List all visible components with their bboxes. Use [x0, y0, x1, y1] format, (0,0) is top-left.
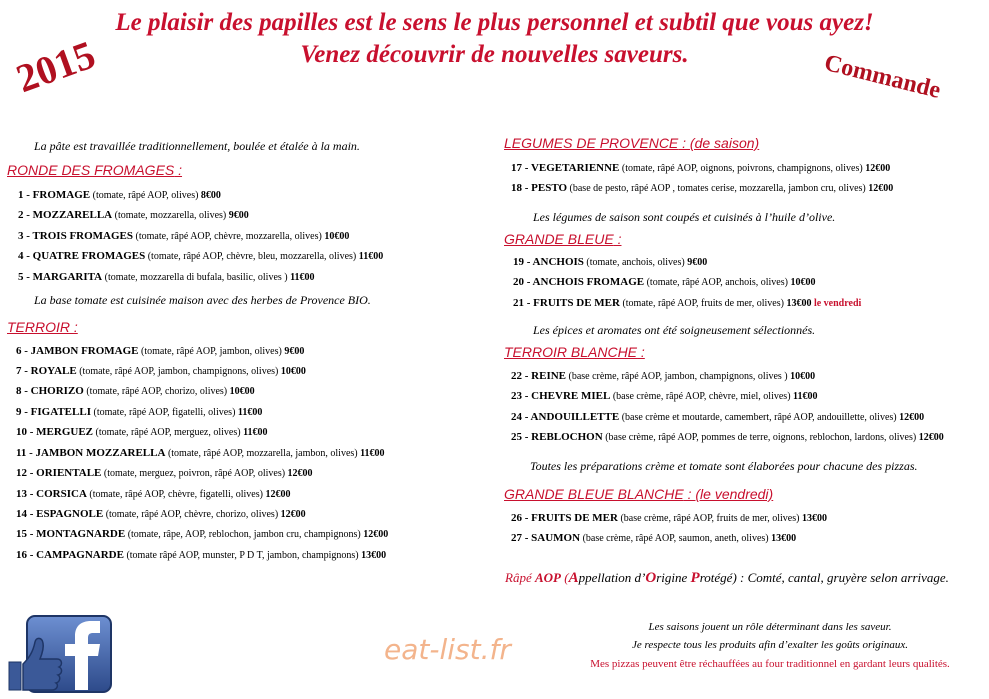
item-name: 2 - MOZZARELLA	[18, 209, 113, 221]
note-epices: Les épices et aromates ont été soigneusement sélectionnés.	[533, 323, 816, 337]
item-name: 21 - FRUITS DE MER	[513, 297, 620, 309]
aop-letter-p: P	[690, 570, 700, 586]
item-desc: (tomate, râpé AOP, fruits de mer, olives)	[619, 298, 787, 309]
menu-item	[511, 370, 815, 382]
menu-item	[511, 532, 796, 544]
menu-item	[511, 162, 890, 174]
menu-item	[513, 276, 815, 288]
item-price: 12€00	[868, 183, 894, 194]
section-suffix: : (le vendredi)	[683, 486, 774, 502]
item-desc: (tomate, râpé AOP, chèvre, chorizo, olives)	[103, 509, 281, 520]
item-price: 11€00	[793, 391, 818, 402]
commande-stamp: Commande	[821, 50, 944, 104]
item-name: 17 - VEGETARIENNE	[511, 162, 620, 174]
item-price: 13€00	[786, 298, 812, 309]
note-tomate: La base tomate est cuisinée maison avec des herbes de Provence BIO.	[34, 293, 371, 307]
aop-ppellation: ppellation d’	[578, 570, 646, 585]
menu-item	[511, 390, 817, 402]
section-title: TERROIR BLANCHE	[504, 344, 638, 360]
item-desc: (base de pesto, râpé AOP , tomates cerise, mozzarella, jambon cru, olives)	[567, 183, 869, 194]
item-price: 10€00	[229, 386, 255, 397]
section-terroir	[7, 319, 78, 335]
section-suffix: :	[637, 344, 645, 360]
item-desc: (base crème, râpé AOP, jambon, champignons, olives )	[566, 371, 791, 382]
item-name: 16 - CAMPAGNARDE	[16, 549, 124, 561]
item-desc: (tomate, râpé AOP, olives)	[90, 190, 201, 201]
section-title: TERROIR	[7, 319, 70, 335]
aop-letter-a: A	[568, 570, 579, 586]
item-name: 10 - MERGUEZ	[16, 426, 93, 438]
item-desc: (tomate, anchois, olives)	[583, 257, 688, 268]
item-name: 20 - ANCHOIS FROMAGE	[513, 276, 645, 288]
section-terroir-blanche	[504, 344, 645, 360]
item-price: 11€00	[360, 448, 385, 459]
item-desc: (tomate, râpé AOP, chèvre, bleu, mozzarella, olives)	[145, 251, 359, 262]
item-price: 10€00	[790, 371, 816, 382]
aop-lead: Râpé	[505, 570, 535, 585]
item-price: 11€00	[237, 407, 263, 418]
item-price: 9€00	[687, 257, 708, 268]
aop-explanation	[505, 570, 949, 587]
item-desc: (base crème, râpé AOP, pommes de terre, oignons, reblochon, lardons, olives)	[602, 432, 919, 443]
item-desc: (tomate, mozzarella di bufala, basilic, olives )	[102, 272, 291, 283]
footer-line-1: Les saisons jouent un rôle déterminant dans les saveur.	[648, 621, 892, 633]
item-name: 4 - QUATRE FROMAGES	[18, 250, 146, 262]
menu-item	[16, 508, 306, 520]
menu-item	[513, 256, 707, 268]
item-name: 26 - FRUITS DE MER	[511, 512, 618, 524]
section-suffix: :	[613, 231, 622, 247]
item-name: 23 - CHEVRE MIEL	[511, 390, 611, 402]
section-suffix: :	[70, 319, 78, 335]
item-price: 13€00	[771, 533, 797, 544]
item-price: 12€00	[265, 489, 291, 500]
item-desc: (base crème, râpé AOP, chèvre, miel, olives)	[610, 391, 794, 402]
menu-item	[16, 549, 386, 561]
item-price: 8€00	[200, 190, 221, 201]
item-name: 22 - REINE	[511, 370, 567, 382]
menu-item	[511, 431, 944, 443]
section-suffix: : (de saison)	[678, 135, 760, 151]
item-extra: le vendredi	[811, 298, 862, 309]
item-name: 9 - FIGATELLI	[16, 406, 91, 418]
item-desc: (tomate, râpé AOP, merguez, olives)	[93, 427, 244, 438]
item-desc: (tomate, râpé AOP, jambon, champignons, olives)	[76, 366, 281, 377]
section-title: LEGUMES DE PROVENCE	[504, 135, 679, 151]
note-pate: La pâte est travaillée traditionnellement, boulée et étalée à la main.	[34, 139, 360, 153]
item-desc: (tomate, merguez, poivron, râpé AOP, olives)	[101, 468, 288, 479]
menu-item	[16, 406, 262, 418]
footer-line-2: Je respecte tous les produits afin d’exalter les goûts originaux.	[632, 639, 908, 651]
item-price: 9€00	[284, 346, 305, 357]
item-desc: (tomate, râpé AOP, jambon, olives)	[138, 346, 285, 357]
item-desc: (tomate, râpé AOP, chèvre, mozzarella, olives)	[133, 231, 325, 242]
menu-item	[511, 411, 924, 423]
item-name: 6 - JAMBON FROMAGE	[16, 345, 139, 357]
item-price: 9€00	[228, 210, 249, 221]
slogan-line-2: Venez découvrir de nouvelles saveurs.	[300, 41, 689, 68]
item-price: 12€00	[280, 509, 306, 520]
item-price: 10€00	[790, 277, 816, 288]
section-title: RONDE DES FROMAGES	[7, 162, 175, 178]
item-price: 12€00	[363, 529, 389, 540]
item-price: 12€00	[287, 468, 313, 479]
slogan-line-1: Le plaisir des papilles est le sens le plus personnel et subtil que vous ayez!	[115, 9, 874, 36]
menu-item	[511, 182, 893, 194]
menu-item	[511, 512, 827, 524]
item-price: 12€00	[865, 163, 891, 174]
item-desc: (tomate, mozzarella, olives)	[112, 210, 229, 221]
item-desc: (tomate, râpe, AOP, reblochon, jambon cru, champignons)	[125, 529, 364, 540]
menu-item	[16, 345, 304, 357]
note-creme: Toutes les préparations crème et tomate sont élaborées pour chacune des pizzas.	[530, 459, 918, 473]
menu-item	[18, 250, 383, 262]
menu-item	[16, 385, 255, 397]
item-price: 10€00	[324, 231, 350, 242]
menu-item	[18, 209, 249, 221]
menu-item	[16, 365, 306, 377]
section-title: GRANDE BLEUE BLANCHE	[504, 486, 684, 502]
menu-item	[18, 230, 349, 242]
aop-open: (	[560, 570, 569, 585]
menu-item	[16, 426, 268, 438]
section-grande-bleue-blanche	[504, 486, 773, 502]
menu-item	[16, 488, 290, 500]
aop-label: AOP	[534, 570, 561, 585]
section-legumes-de-provence	[504, 135, 759, 151]
note-legumes: Les légumes de saison sont coupés et cuisinés à l’huile d’olive.	[533, 210, 836, 224]
item-desc: (tomate râpé AOP, munster, P D T, jambon, champignons)	[123, 550, 362, 561]
item-name: 11 - JAMBON MOZZARELLA	[16, 447, 166, 459]
aop-rigine: rigine	[656, 570, 691, 585]
item-name: 19 - ANCHOIS	[513, 256, 584, 268]
item-price: 11€00	[243, 427, 268, 438]
footer-line-3: Mes pizzas peuvent être réchauffées au four traditionnel en gardant leurs qualités.	[590, 658, 950, 670]
aop-rotege: rotégé	[699, 570, 733, 585]
item-desc: (base crème et moutarde, camembert, râpé AOP, andouillette, olives)	[619, 412, 900, 423]
item-name: 8 - CHORIZO	[16, 385, 84, 397]
item-price: 13€00	[801, 513, 827, 524]
menu-item	[16, 467, 313, 479]
item-name: 27 - SAUMON	[511, 532, 581, 544]
menu-item	[18, 189, 221, 201]
item-price: 12€00	[899, 412, 925, 423]
year-stamp: 2015	[10, 31, 101, 102]
item-name: 18 - PESTO	[511, 182, 568, 194]
item-price: 12€00	[918, 432, 944, 443]
item-desc: (base crème, râpé AOP, fruits de mer, olives)	[617, 513, 802, 524]
item-desc: (tomate, râpé AOP, oignons, poivrons, champignons, olives)	[619, 163, 866, 174]
item-name: 12 - ORIENTALE	[16, 467, 102, 479]
item-name: 13 - CORSICA	[16, 488, 87, 500]
item-desc: (tomate, râpé AOP, chèvre, figatelli, olives)	[86, 489, 266, 500]
menu-item	[16, 528, 388, 540]
item-price: 13€00	[361, 550, 387, 561]
item-name: 24 - ANDOUILLETTE	[511, 411, 620, 423]
menu-item	[16, 447, 385, 459]
item-name: 14 - ESPAGNOLE	[16, 508, 104, 520]
item-name: 3 - TROIS FROMAGES	[18, 230, 134, 242]
item-name: 15 - MONTAGNARDE	[16, 528, 126, 540]
item-desc: (tomate, râpé AOP, figatelli, olives)	[90, 407, 238, 418]
section-ronde-des-fromages	[7, 162, 182, 178]
facebook-like-logo-icon[interactable]	[5, 612, 113, 694]
item-desc: (tomate, râpé AOP, chorizo, olives)	[83, 386, 230, 397]
item-price: 11€00	[290, 272, 315, 283]
watermark-text: eat-list.fr	[384, 633, 511, 666]
section-grande-bleue	[504, 231, 621, 247]
item-price: 11€00	[358, 251, 384, 262]
section-title: GRANDE BLEUE	[504, 231, 614, 247]
item-desc: (base crème, râpé AOP, saumon, aneth, olives)	[580, 533, 772, 544]
item-desc: (tomate, râpé AOP, mozzarella, jambon, olives)	[165, 448, 361, 459]
item-price: 10€00	[280, 366, 306, 377]
item-desc: (tomate, râpé AOP, anchois, olives)	[644, 277, 791, 288]
aop-close: ) : Comté, cantal, gruyère selon arrivage.	[732, 570, 949, 585]
menu-item	[18, 271, 315, 283]
section-suffix: :	[174, 162, 183, 178]
item-name: 25 - REBLOCHON	[511, 431, 603, 443]
item-name: 1 - FROMAGE	[18, 189, 91, 201]
item-name: 7 - ROYALE	[16, 365, 77, 377]
aop-letter-o: O	[645, 570, 657, 586]
item-name: 5 - MARGARITA	[18, 271, 103, 283]
menu-item	[513, 297, 861, 309]
